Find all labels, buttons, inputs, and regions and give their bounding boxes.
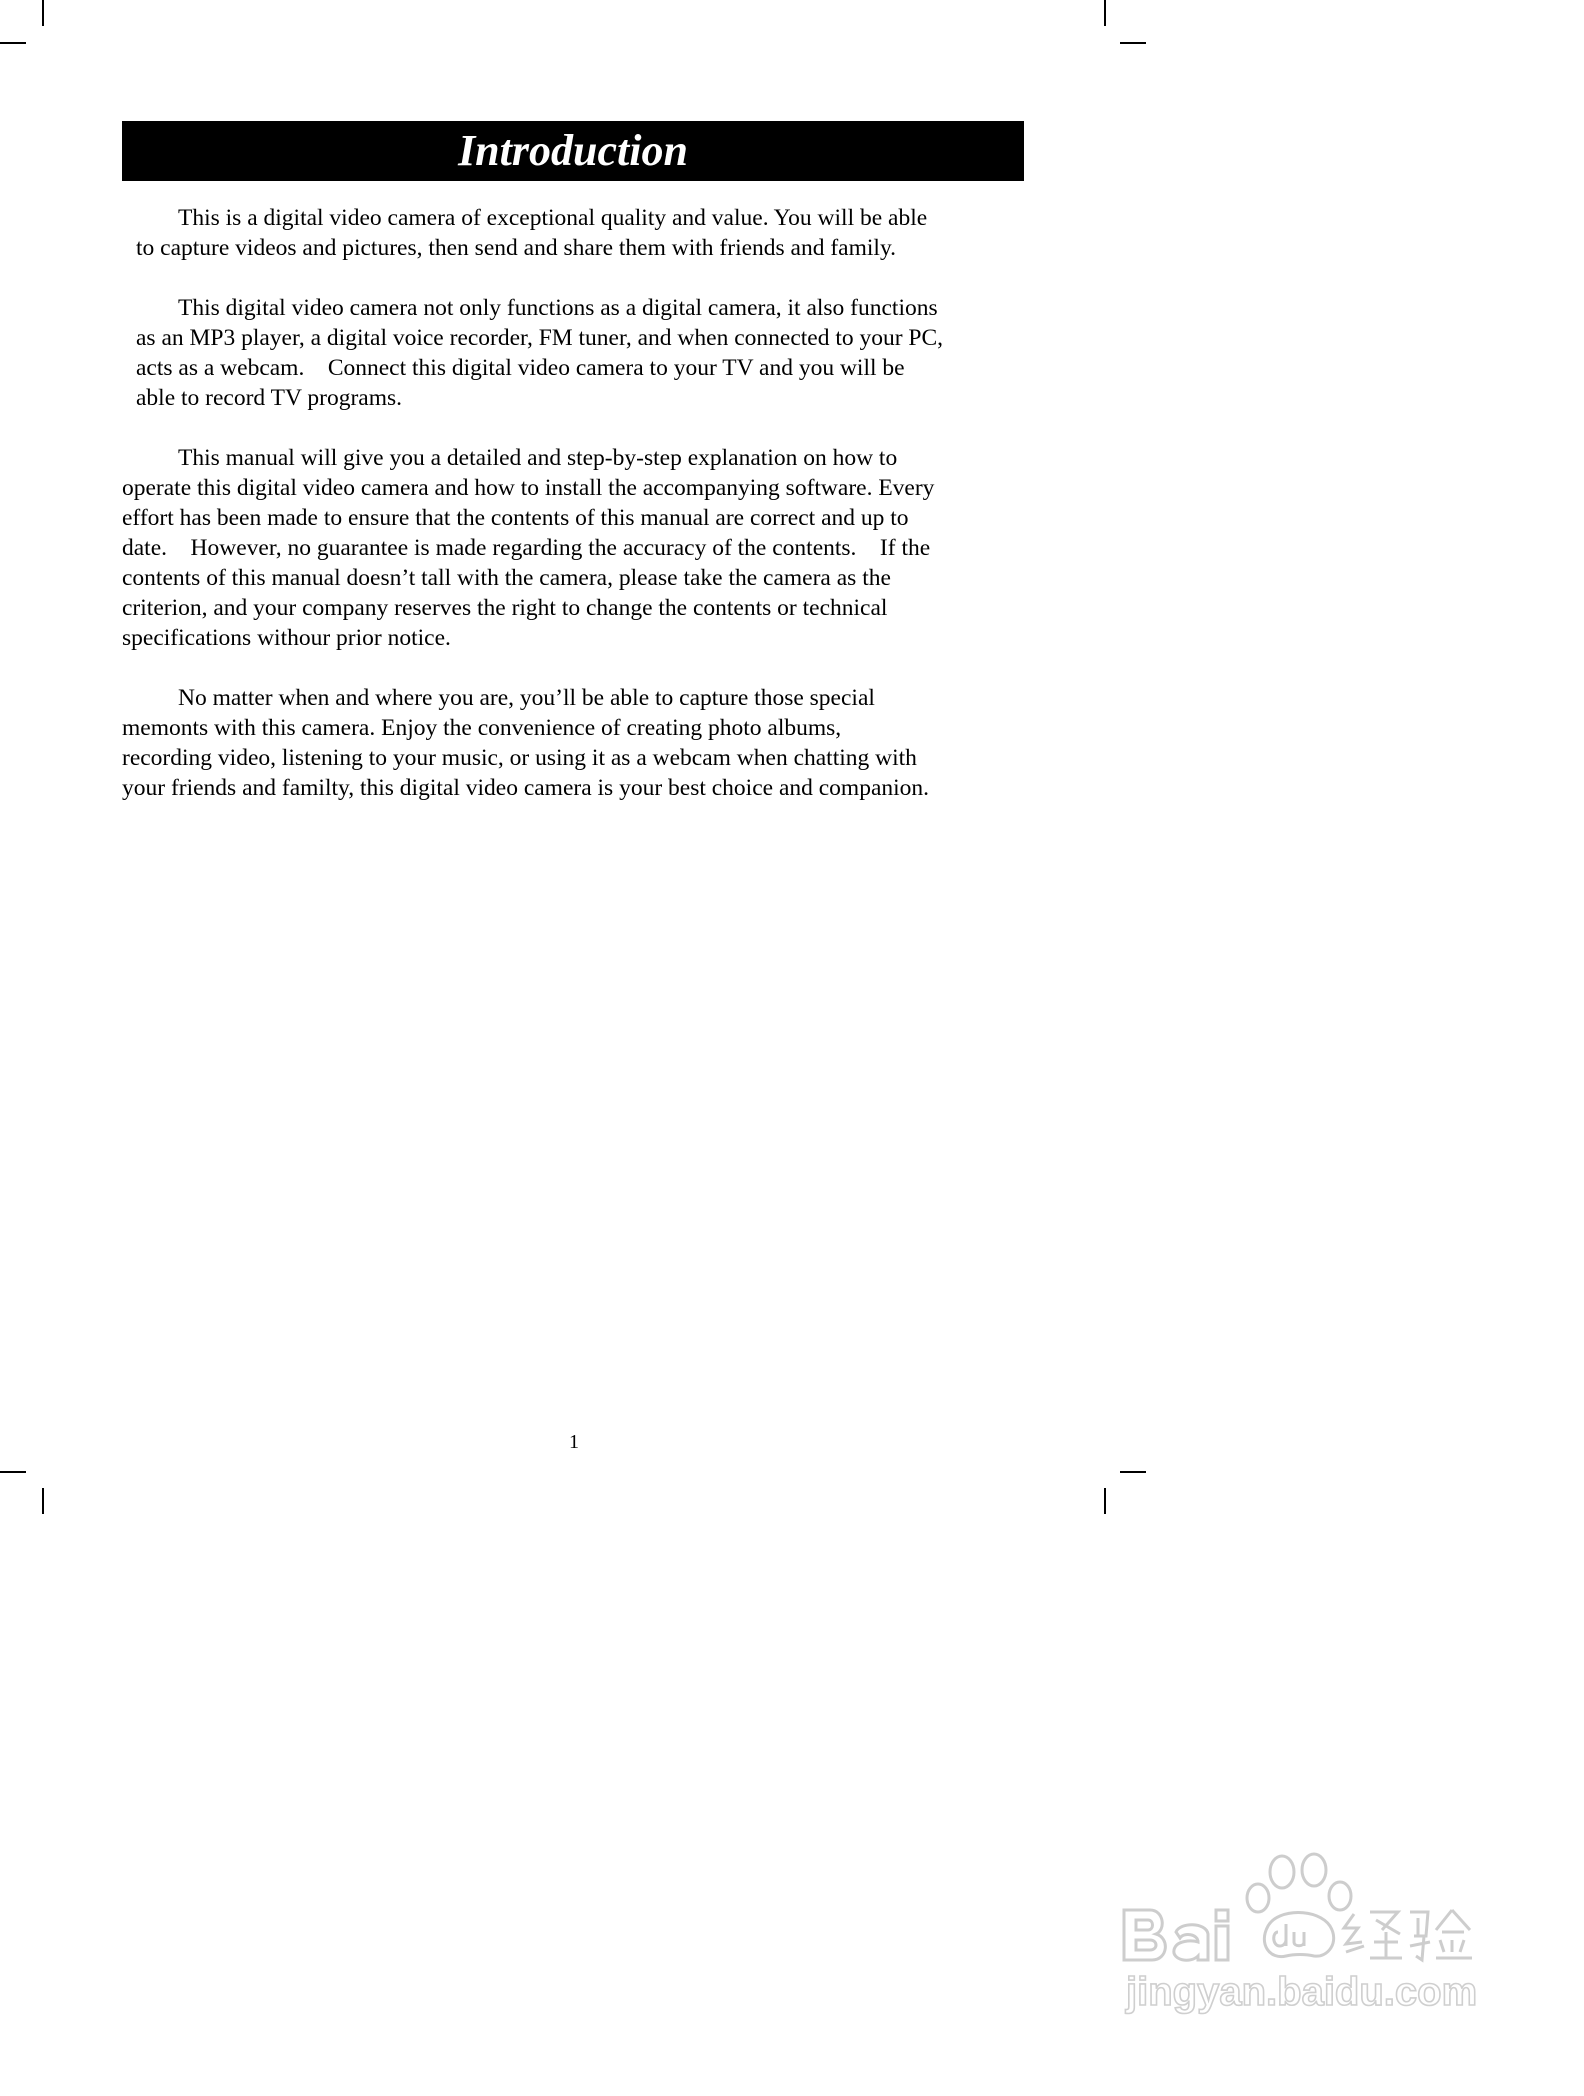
paragraph-line: This manual will give you a detailed and step-by-step explanation on how to xyxy=(178,445,898,471)
section-title-bar xyxy=(122,121,1024,181)
paragraph-line: operate this digital video camera and how to install the accompanying software. Every xyxy=(122,475,935,501)
paragraph-line: as an MP3 player, a digital voice recorder, FM tuner, and when connected to your PC, xyxy=(136,325,944,351)
paragraph-line: criterion, and your company reserves the right to change the contents or technical xyxy=(122,595,888,621)
crop-mark-bottom-left-vertical xyxy=(42,1488,44,1514)
crop-mark-bottom-right-vertical xyxy=(1104,1488,1106,1514)
paragraph-line: your friends and familty, this digital video camera is your best choice and companion. xyxy=(122,775,930,801)
crop-mark-top-right-vertical xyxy=(1104,0,1106,26)
page-number: 1 xyxy=(569,1431,579,1453)
paragraph-3 xyxy=(122,443,934,653)
paragraph-line: able to record TV programs. xyxy=(136,385,403,411)
paragraph-line: effort has been made to ensure that the contents of this manual are correct and up to xyxy=(122,505,909,531)
crop-mark-bottom-right-horizontal xyxy=(1120,1471,1146,1473)
watermark-url: jingyan.baidu.com xyxy=(1126,1970,1478,2014)
crop-mark-top-left-vertical xyxy=(42,0,44,26)
paragraph-line: to capture videos and pictures, then send and share them with friends and family. xyxy=(136,235,897,261)
paragraph-4 xyxy=(122,683,929,803)
paragraph-line: This is a digital video camera of exceptional quality and value. You will be able xyxy=(178,205,928,231)
paragraph-line: memonts with this camera. Enjoy the convenience of creating photo albums, xyxy=(122,715,842,741)
paragraph-line: date. However, no guarantee is made regarding the accuracy of the contents. If the xyxy=(122,535,931,561)
paragraph-1 xyxy=(136,203,927,263)
paragraph-line: recording video, listening to your music, or using it as a webcam when chatting with xyxy=(122,745,917,771)
baidu-jingyan-watermark xyxy=(1118,1846,1488,2026)
crop-mark-top-right-horizontal xyxy=(1120,42,1146,44)
paragraph-line: This digital video camera not only functions as a digital camera, it also functions xyxy=(178,295,938,321)
paragraph-line: acts as a webcam. Connect this digital video camera to your TV and you will be xyxy=(136,355,905,381)
paragraph-line: specifications withour prior notice. xyxy=(122,625,451,651)
crop-mark-bottom-left-horizontal xyxy=(0,1471,26,1473)
page-title: Introduction xyxy=(458,126,688,175)
paragraph-2 xyxy=(136,293,943,413)
paragraph-line: contents of this manual doesn’t tall with the camera, please take the camera as the xyxy=(122,565,891,591)
crop-mark-top-left-horizontal xyxy=(0,42,26,44)
paragraph-line: No matter when and where you are, you’ll be able to capture those special xyxy=(178,685,875,711)
